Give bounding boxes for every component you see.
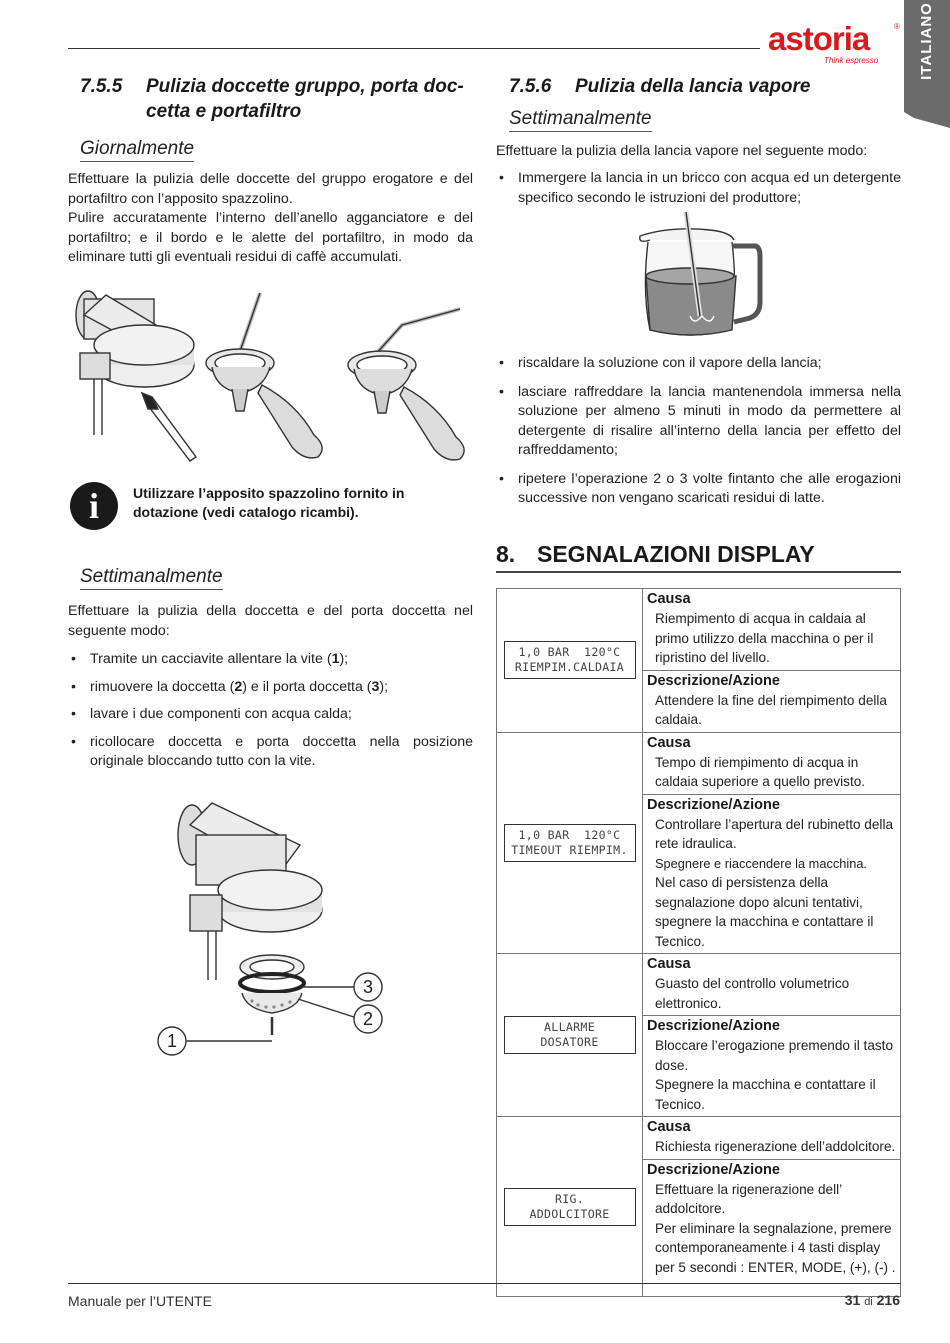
section-title: Pulizia della lancia vapore <box>575 76 811 97</box>
weekly-steps-left <box>68 650 473 772</box>
weekly-subheading-right: Settimanalmente <box>509 108 652 132</box>
callout-2 <box>352 1003 384 1035</box>
cause-text: Richiesta rigenerazione dell’addolcitore. <box>655 1139 896 1154</box>
description-cell <box>643 589 901 733</box>
cause-label: Causa <box>647 591 691 607</box>
svg-text:3: 3 <box>362 977 374 997</box>
cause-text: Riempimento di acqua in caldaia al primo utilizzo della macchina o per il ripristino del livello. <box>655 611 874 665</box>
display-cell <box>497 589 643 733</box>
language-label: ITALIANO <box>918 2 935 80</box>
list-item: • lavare i due componenti con acqua calda; <box>68 705 473 725</box>
jug-illustration <box>630 212 770 347</box>
description-cell <box>643 1117 901 1297</box>
description-cell <box>643 954 901 1117</box>
lcd-display: 1,0 BAR 120°C RIEMPIM.CALDAIA <box>504 641 636 679</box>
manual-title: Manuale per l’UTENTE <box>68 1293 212 1309</box>
logo-wordmark: astoria <box>768 20 870 57</box>
action-label: Descrizione/Azione <box>647 1018 780 1034</box>
daily-paragraph-1: Effettuare la pulizia delle doccette del gruppo erogatore e del portafiltro con l’apposito spazzolino. <box>68 171 473 207</box>
list-item: • riscaldare la soluzione con il vapore della lancia; <box>496 354 901 374</box>
display-cell <box>497 732 643 954</box>
lcd-display: ALLARME DOSATORE <box>504 1016 636 1054</box>
page-number: 31 di 216 <box>844 1292 900 1308</box>
action-text: Bloccare l’erogazione premendo il tasto dose. <box>655 1038 894 1073</box>
action-label: Descrizione/Azione <box>647 796 780 813</box>
footer-rule <box>68 1283 901 1284</box>
section-number: 7.5.5 <box>80 76 123 97</box>
action-label: Descrizione/Azione <box>647 672 780 689</box>
section-title: SEGNALAZIONI DISPLAY <box>537 541 815 567</box>
section-heading-755 <box>80 74 480 126</box>
section-heading-756 <box>509 74 899 100</box>
display-cell <box>497 954 643 1117</box>
cause-label: Causa <box>647 734 691 751</box>
section-number: 7.5.6 <box>509 76 552 97</box>
action-text: Spegnere la macchina e contattare il Tecnico. <box>655 1077 876 1112</box>
table-row <box>497 732 901 954</box>
action-label: Descrizione/Azione <box>647 1161 780 1178</box>
list-item: • Tramite un cacciavite allentare la vite (1); <box>68 650 473 670</box>
cause-label: Causa <box>647 1119 691 1135</box>
lcd-display: RIG. ADDOLCITORE <box>504 1188 636 1226</box>
svg-text:2: 2 <box>362 1009 374 1029</box>
lcd-display: 1,0 BAR 120°C TIMEOUT RIEMPIM. <box>504 824 636 862</box>
weekly-intro-right: Effettuare la pulizia della lancia vapore nel seguente modo: <box>496 143 868 159</box>
action-text: Controllare l’apertura del rubinetto della rete idraulica. <box>655 816 894 851</box>
list-item: • ripetere l’operazione 2 o 3 volte fintanto che alle erogazioni successive non vengano scaricati residui di latte. <box>496 470 901 509</box>
display-cell <box>497 1117 643 1297</box>
table-row <box>497 589 901 733</box>
daily-subheading: Giornalmente <box>80 138 194 162</box>
action-text: Attendere la fine del riempimento della caldaia. <box>655 692 887 727</box>
info-note: Utilizzare l’apposito spazzolino fornito in dotazione (vedi catalogo ricambi). <box>133 485 405 520</box>
list-item: • rimuovere la doccetta (2) e il porta doccetta (3); <box>68 678 473 698</box>
cause-text: Tempo di riempimento di acqua in caldaia superiore a quello previsto. <box>655 754 866 789</box>
heading-rule <box>496 571 901 573</box>
description-cell <box>643 732 901 954</box>
brand-logo <box>768 20 900 66</box>
list-item: • ricollocare doccetta e porta doccetta nella posizione originale bloccando tutto con la vite. <box>68 733 473 772</box>
header-rule <box>68 48 760 49</box>
steam-steps-b <box>496 354 901 509</box>
daily-paragraph-2: Pulire accuratamente l’interno dell’anello agganciatore e del portafiltro; e il bordo e le alette del portafiltro, in modo da eliminare tutti gli eventuali residui di caffè accumulati. <box>68 210 473 265</box>
list-item: • Immergere la lancia in un bricco con acqua ed un detergente specifico secondo le istruzioni del produttore; <box>496 169 901 208</box>
display-signals-table <box>496 588 901 1297</box>
weekly-intro-left: Effettuare la pulizia della doccetta e del porta doccetta nel seguente modo: <box>68 603 473 639</box>
action-text: Nel caso di persistenza della segnalazione dopo alcuni tentativi, spegnere la macchina e contattare il Tecnico. <box>655 875 874 949</box>
registered-mark: ® <box>894 22 900 31</box>
logo-tagline: Think espresso <box>824 56 879 65</box>
cause-label: Causa <box>647 956 691 972</box>
action-text: Per eliminare la segnalazione, premere contemporaneamente i 4 tasti display per 5 secondi : ENTER, MODE, (+), (-) . <box>655 1220 896 1275</box>
action-text: Spegnere e riaccendere la macchina. <box>655 855 867 871</box>
cause-text: Guasto del controllo volumetrico elettronico. <box>655 976 850 1011</box>
info-icon: i <box>70 482 118 530</box>
action-text: Effettuare la rigenerazione dell’ addolcitore. <box>655 1181 842 1216</box>
section-title-line1: Pulizia doccette gruppo, porta doc- <box>146 76 464 97</box>
brush-cleaning-illustration <box>66 285 476 470</box>
steam-steps-a <box>496 169 901 208</box>
svg-text:1: 1 <box>166 1031 178 1051</box>
callout-3 <box>352 971 384 1003</box>
table-row <box>497 1117 901 1297</box>
section-title-line2: cetta e portafiltro <box>146 101 302 122</box>
weekly-subheading-left: Settimanalmente <box>80 566 223 590</box>
callout-1 <box>156 1025 188 1057</box>
table-row <box>497 954 901 1117</box>
section-number: 8. <box>496 541 516 567</box>
list-item: • lasciare raffreddare la lancia mantenendola immersa nella soluzione per almeno 5 minuti in modo da permettere al detergente di risalire all’interno della lancia per effetto del raffreddamento; <box>496 383 901 461</box>
